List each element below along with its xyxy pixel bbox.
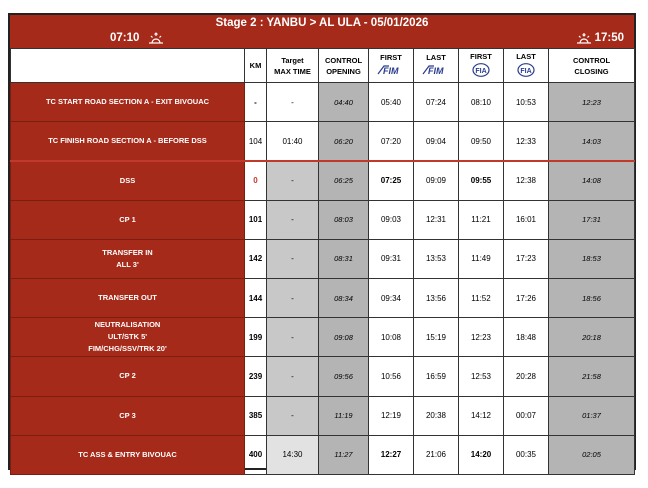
table-row xyxy=(11,318,635,357)
row-target: - xyxy=(267,161,319,200)
table-row xyxy=(11,200,635,239)
header-closing-l2: CLOSING xyxy=(574,66,609,76)
row-last-fia: 17:26 xyxy=(504,278,549,317)
row-control-opening: 08:03 xyxy=(319,200,369,239)
header-first-fim xyxy=(369,49,414,83)
header-opening-l1: CONTROL xyxy=(324,55,363,65)
row-last-fim: 15:19 xyxy=(414,318,459,357)
row-first-fim: 07:25 xyxy=(369,161,414,200)
row-first-fia: 12:23 xyxy=(459,318,504,357)
row-target: 01:40 xyxy=(267,122,319,161)
row-control-closing: 01:37 xyxy=(549,396,635,435)
row-first-fia: 12:53 xyxy=(459,357,504,396)
row-name: CP 3 xyxy=(11,396,245,435)
row-last-fia: 17:23 xyxy=(504,239,549,278)
row-last-fim: 21:06 xyxy=(414,435,459,474)
row-control-opening: 09:08 xyxy=(319,318,369,357)
row-control-opening: 08:31 xyxy=(319,239,369,278)
row-control-opening: 08:34 xyxy=(319,278,369,317)
row-last-fim: 07:24 xyxy=(414,83,459,122)
row-first-fia: 09:50 xyxy=(459,122,504,161)
table-row xyxy=(11,396,635,435)
table-row xyxy=(11,83,635,122)
stage-timetable xyxy=(8,13,636,470)
row-control-closing: 20:18 xyxy=(549,318,635,357)
row-km: 144 xyxy=(245,278,267,317)
row-first-fia: 11:49 xyxy=(459,239,504,278)
row-first-fia: 08:10 xyxy=(459,83,504,122)
row-name: DSS xyxy=(11,161,245,200)
row-km: 199 xyxy=(245,318,267,357)
row-name-line2: ALL 3' xyxy=(116,259,139,269)
row-control-opening: 11:19 xyxy=(319,396,369,435)
row-name-line3: FIM/CHG/SSV/TRK 20' xyxy=(88,344,167,354)
row-first-fia: 11:21 xyxy=(459,200,504,239)
row-first-fim: 10:08 xyxy=(369,318,414,357)
row-control-opening: 06:25 xyxy=(319,161,369,200)
row-first-fim: 12:27 xyxy=(369,435,414,474)
row-last-fim: 20:38 xyxy=(414,396,459,435)
fim-logo-icon xyxy=(369,64,413,79)
row-name xyxy=(11,318,245,357)
header-control-closing xyxy=(549,49,635,83)
row-control-closing: 21:58 xyxy=(549,357,635,396)
row-name xyxy=(11,239,245,278)
header-blank xyxy=(11,49,245,83)
row-first-fim: 09:03 xyxy=(369,200,414,239)
header-target-l2: MAX TIME xyxy=(274,66,311,76)
fia-logo-icon xyxy=(504,63,548,80)
header-last-fim-label: LAST xyxy=(426,53,446,62)
header-control-opening xyxy=(319,49,369,83)
row-first-fim: 05:40 xyxy=(369,83,414,122)
row-last-fim: 13:53 xyxy=(414,239,459,278)
stage-banner xyxy=(10,15,634,48)
row-last-fim: 09:09 xyxy=(414,161,459,200)
row-last-fia: 12:33 xyxy=(504,122,549,161)
row-target: - xyxy=(267,200,319,239)
row-first-fim: 09:34 xyxy=(369,278,414,317)
row-name: TC START ROAD SECTION A - EXIT BIVOUAC xyxy=(11,83,245,122)
header-last-fia xyxy=(504,49,549,83)
row-name-line1: NEUTRALISATION xyxy=(94,320,161,330)
row-last-fim: 16:59 xyxy=(414,357,459,396)
row-control-opening: 09:56 xyxy=(319,357,369,396)
timetable xyxy=(10,48,635,475)
fim-logo-text: FIM xyxy=(383,66,399,76)
row-target: - xyxy=(267,318,319,357)
row-km: - xyxy=(245,83,267,122)
row-last-fia: 10:53 xyxy=(504,83,549,122)
stage-title: Stage 2 : YANBU > AL ULA - 05/01/2026 xyxy=(215,17,429,29)
row-target: - xyxy=(267,278,319,317)
header-target-l1: Target xyxy=(281,55,304,65)
row-name: CP 2 xyxy=(11,357,245,396)
end-time: 17:50 xyxy=(594,32,624,44)
row-km: 104 xyxy=(245,122,267,161)
row-last-fia: 20:28 xyxy=(504,357,549,396)
start-time: 07:10 xyxy=(110,32,140,44)
row-first-fim: 07:20 xyxy=(369,122,414,161)
row-first-fia: 14:20 xyxy=(459,435,504,474)
row-last-fia: 00:35 xyxy=(504,435,549,474)
table-row xyxy=(11,239,635,278)
row-name: TC FINISH ROAD SECTION A - BEFORE DSS xyxy=(11,122,245,161)
table-row xyxy=(11,161,635,200)
row-first-fia: 09:55 xyxy=(459,161,504,200)
row-last-fim: 12:31 xyxy=(414,200,459,239)
row-last-fia: 00:07 xyxy=(504,396,549,435)
header-first-fia xyxy=(459,49,504,83)
row-control-closing: 14:03 xyxy=(549,122,635,161)
header-target xyxy=(267,49,319,83)
header-last-fim xyxy=(414,49,459,83)
fia-logo-text: FIA xyxy=(475,68,487,75)
row-km: 400 xyxy=(245,435,267,474)
row-control-closing: 12:23 xyxy=(549,83,635,122)
row-first-fia: 11:52 xyxy=(459,278,504,317)
fim-logo-text: FIM xyxy=(428,66,444,76)
fim-logo-icon xyxy=(414,64,458,79)
row-first-fim: 10:56 xyxy=(369,357,414,396)
row-last-fim: 13:56 xyxy=(414,278,459,317)
row-control-opening: 11:27 xyxy=(319,435,369,474)
table-header xyxy=(11,49,635,83)
header-first-fia-label: FIRST xyxy=(470,52,492,61)
row-target: - xyxy=(267,239,319,278)
header-closing-l1: CONTROL xyxy=(572,55,611,65)
row-control-closing: 14:08 xyxy=(549,161,635,200)
table-row xyxy=(11,435,635,474)
header-km: KM xyxy=(245,49,267,83)
row-target: 14:30 xyxy=(267,435,319,474)
row-control-opening: 06:20 xyxy=(319,122,369,161)
header-opening-l2: OPENING xyxy=(326,66,361,76)
row-km: 0 xyxy=(245,161,267,200)
row-control-closing: 02:05 xyxy=(549,435,635,474)
row-control-closing: 18:56 xyxy=(549,278,635,317)
table-row xyxy=(11,122,635,161)
row-last-fia: 16:01 xyxy=(504,200,549,239)
row-last-fia: 18:48 xyxy=(504,318,549,357)
row-target: - xyxy=(267,357,319,396)
row-name-line2: ULT/STK 5' xyxy=(107,332,148,342)
row-name: CP 1 xyxy=(11,200,245,239)
fia-logo-text: FIA xyxy=(520,68,532,75)
row-km: 101 xyxy=(245,200,267,239)
row-control-closing: 18:53 xyxy=(549,239,635,278)
row-first-fim: 12:19 xyxy=(369,396,414,435)
row-target: - xyxy=(267,396,319,435)
row-km: 239 xyxy=(245,357,267,396)
row-control-opening: 04:40 xyxy=(319,83,369,122)
row-km: 385 xyxy=(245,396,267,435)
row-first-fim: 09:31 xyxy=(369,239,414,278)
row-last-fim: 09:04 xyxy=(414,122,459,161)
fia-logo-icon xyxy=(459,63,503,80)
row-name: TRANSFER OUT xyxy=(11,278,245,317)
row-first-fia: 14:12 xyxy=(459,396,504,435)
row-last-fia: 12:38 xyxy=(504,161,549,200)
row-name: TC ASS & ENTRY BIVOUAC xyxy=(11,435,245,474)
row-control-closing: 17:31 xyxy=(549,200,635,239)
row-km: 142 xyxy=(245,239,267,278)
table-row xyxy=(11,278,635,317)
row-target: - xyxy=(267,83,319,122)
row-name-line1: TRANSFER IN xyxy=(102,247,153,257)
header-last-fia-label: LAST xyxy=(516,52,536,61)
table-row xyxy=(11,357,635,396)
header-first-fim-label: FIRST xyxy=(380,53,402,62)
